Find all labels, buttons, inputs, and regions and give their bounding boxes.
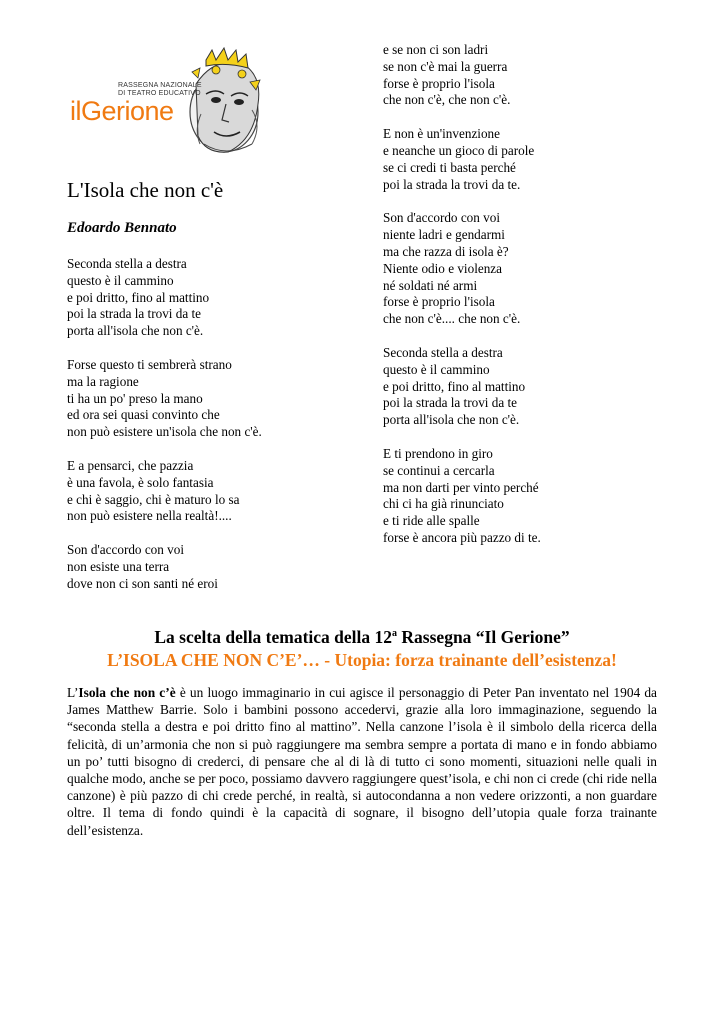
poem-line: Son d'accordo con voi [67,542,185,558]
poem-line: Forse questo ti sembrerà strano [67,356,232,372]
section-heading-sup: a [392,628,398,640]
poem-line: non esiste una terra [67,558,170,574]
poem-line: e chi è saggio, chi è maturo lo sa [67,491,240,507]
poem-line: e poi dritto, fino al mattino [383,378,526,394]
poem-stanza [383,126,663,193]
section-subheading: L’ISOLA CHE NON C’E’… - Utopia: forza trainante dell’esistenza! [107,650,617,670]
poem-line: porta all'isola che non c'è. [383,412,520,428]
poem-line: chi ci ha già rinunciato [383,496,504,512]
poem-line: che non c'è, che non c'è. [383,92,511,108]
poem-line: non può esistere nella realtà!.... [67,508,232,524]
paragraph-body: è un luogo immaginario in cui agisce il personaggio di Peter Pan inventato nel 1904 da James Matthew Barrie. Solo i bambini possono accedervi, grazie alla loro immaginazione, seguendo la “seconda stella a destra e poi dritto fino al mattino”. Nella canzone l’isola è il simbolo della ricerca della felicità, di un’armonia che non si può raggiungere ma sembra sempre a portata di mano e in fondo abbiamo un po’ tutti bisogno di crederci, di pensare che al di là di tutto ci sono momenti, situazioni nelle quali in qualche modo, anche se per poco, possiamo davvero raggiungere quest’isola, e chi non ci crede (chi ride nella canzone) è più pazzo di chi crede perché, in realtà, si autocondanna a non vedere orizzonti, a non guardare oltre. Il tema di fondo quindi è la capacità di sognare, il bisogno dell’utopia quale forza trainante dell’esistenza. [67,685,657,838]
poem-line: se non c'è mai la guerra [383,58,508,74]
poem-line: forse è proprio l'isola [383,75,495,91]
gerione-logo [66,44,266,159]
poem-line: ed ora sei quasi convinto che [67,407,220,423]
poem-line: E ti prendono in giro [383,445,493,461]
poem-line: non può esistere un'isola che non c'è. [67,424,262,440]
poem-stanza [383,210,663,328]
poem-line: è una favola, è solo fantasia [67,474,214,490]
poem-line: questo è il cammino [383,361,490,377]
poem-line: niente ladri e gendarmi [383,227,505,243]
poem-line: ma la ragione [67,373,139,389]
section-heading-post: Rassegna “Il Gerione” [397,627,570,647]
section-heading-pre: La scelta della tematica della 12 [154,627,393,647]
logo-line-2: DI TEATRO EDUCATIVO [118,90,201,97]
poem-line: e se non ci son ladri [383,42,489,57]
poem-line: Seconda stella a destra [383,344,503,360]
poem-author: Edoardo Bennato [67,220,177,236]
poem-line: e poi dritto, fino al mattino [67,289,210,305]
poem-line: e neanche un gioco di parole [383,142,535,158]
section-paragraph [67,684,657,839]
poem-line: poi la strada la trovi da te [67,306,202,322]
poem-line: né soldati né armi [383,277,478,293]
poem-left-column [67,256,337,610]
poem-line: poi la strada la trovi da te [383,395,518,411]
poem-line: ma non darti per vinto perché [383,479,539,495]
logo-wordmark: ilGerione [70,96,174,126]
poem-stanza [67,458,337,525]
paragraph-prefix: L’ [67,685,79,700]
poem-stanza [67,542,337,592]
poem-line: E non è un'invenzione [383,126,501,142]
poem-line: porta all'isola che non c'è. [67,323,204,339]
poem-line: ma che razza di isola è? [383,243,509,259]
poem-line: che non c'è.... che non c'è. [383,311,521,327]
poem-line: Niente odio e violenza [383,260,503,276]
poem-line: forse è ancora più pazzo di te. [383,529,541,545]
poem-line: e ti ride alle spalle [383,513,480,529]
poem-line: Seconda stella a destra [67,256,187,271]
poem-line: ti ha un po' preso la mano [67,390,203,406]
poem-stanza [383,42,663,109]
poem-line: se continui a cercarla [383,462,495,478]
poem-right-column [383,42,663,564]
poem-stanza [383,446,663,547]
poem-line: forse è proprio l'isola [383,294,495,310]
poem-stanza [67,256,337,340]
poem-line: questo è il cammino [67,272,174,288]
paragraph-bold-term: Isola che non c’è [78,685,176,700]
poem-title: L'Isola che non c'è [67,178,224,202]
poem-line: E a pensarci, che pazzia [67,457,194,473]
poem-stanza [67,357,337,441]
poem-line: poi la strada la trovi da te. [383,176,521,192]
section-heading [0,626,724,648]
poem-stanza [383,345,663,429]
poem-line: se ci credi ti basta perché [383,159,516,175]
poem-line: dove non ci son santi né eroi [67,575,218,591]
logo-line-1: RASSEGNA NAZIONALE [118,82,202,89]
poem-line: Son d'accordo con voi [383,210,501,226]
